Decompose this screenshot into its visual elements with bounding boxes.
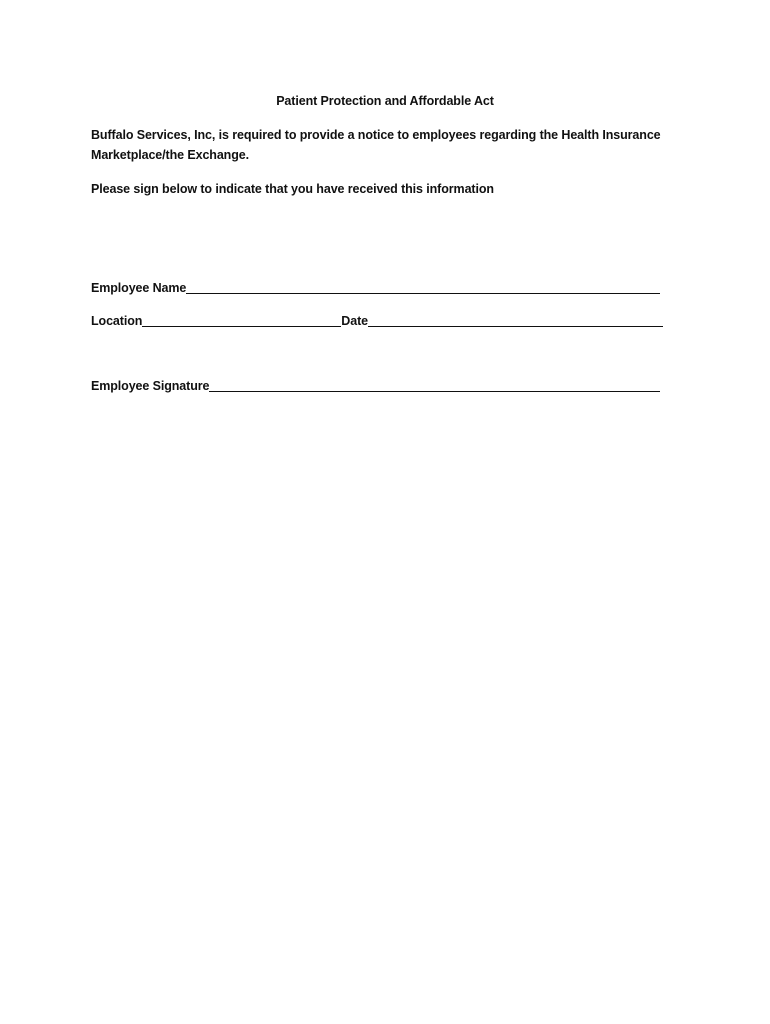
instruction-paragraph: Please sign below to indicate that you have received this information	[91, 182, 494, 196]
document-title: Patient Protection and Affordable Act	[276, 94, 494, 108]
location-label: Location	[91, 314, 143, 328]
employee-signature-line[interactable]	[209, 378, 660, 392]
employee-signature-row	[91, 376, 660, 394]
location-line[interactable]	[142, 313, 341, 327]
employee-name-line[interactable]	[186, 280, 660, 294]
date-line[interactable]	[368, 313, 663, 327]
employee-signature-label: Employee Signature	[91, 379, 210, 393]
date-label: Date	[341, 314, 368, 328]
employee-name-row	[91, 278, 660, 296]
location-date-row	[91, 311, 663, 329]
employee-name-label: Employee Name	[91, 281, 187, 295]
notice-paragraph: Buffalo Services, Inc, is required to provide a notice to employees regarding the Health Insurance Marketplace/the Exchange.	[91, 128, 661, 162]
